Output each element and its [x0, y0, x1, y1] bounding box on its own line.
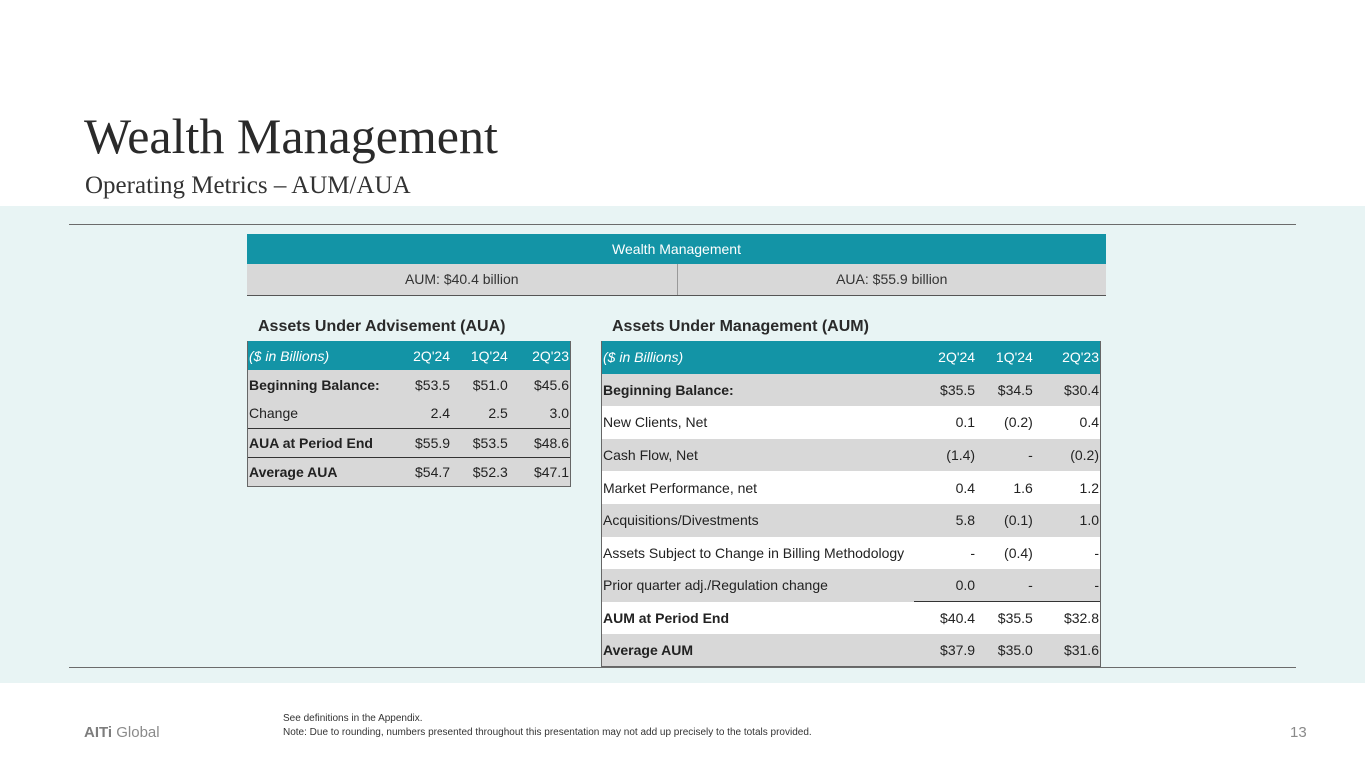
row-value: - — [914, 537, 976, 570]
footnote-definitions: See definitions in the Appendix. — [283, 713, 423, 724]
row-value: - — [976, 439, 1034, 472]
aua-col-label: ($ in Billions) — [248, 341, 388, 370]
aum-col-label: ($ in Billions) — [602, 341, 915, 374]
row-value: 0.4 — [1034, 406, 1101, 439]
table-row — [602, 439, 1101, 472]
aum-col-2q24: 2Q'24 — [914, 341, 976, 374]
row-label: Beginning Balance: — [602, 374, 915, 407]
row-value: $31.6 — [1034, 634, 1101, 667]
aua-heading: Assets Under Advisement (AUA) — [258, 318, 506, 335]
company-logo — [84, 724, 160, 741]
row-value: 0.4 — [914, 471, 976, 504]
row-label: Cash Flow, Net — [602, 439, 915, 472]
aum-heading: Assets Under Management (AUM) — [612, 318, 869, 335]
row-value: $35.5 — [914, 374, 976, 407]
aua-col-2q23: 2Q'23 — [509, 341, 571, 370]
row-value: $54.7 — [387, 457, 451, 486]
table-row — [602, 537, 1101, 570]
summary-table — [247, 234, 1106, 296]
row-value: 5.8 — [914, 504, 976, 537]
row-label: Market Performance, net — [602, 471, 915, 504]
table-row — [602, 471, 1101, 504]
aua-col-1q24: 1Q'24 — [451, 341, 509, 370]
table-row — [248, 399, 571, 428]
row-value: - — [976, 569, 1034, 602]
row-value: $35.0 — [976, 634, 1034, 667]
row-value: $53.5 — [387, 370, 451, 399]
row-value: 2.4 — [387, 399, 451, 428]
row-value: (0.2) — [976, 406, 1034, 439]
aum-header-row — [602, 341, 1101, 374]
aua-header-row — [248, 341, 571, 370]
row-label: Average AUA — [248, 457, 388, 486]
row-value: $55.9 — [387, 428, 451, 457]
row-value: 1.2 — [1034, 471, 1101, 504]
summary-heading: Wealth Management — [247, 234, 1106, 264]
row-value: (1.4) — [914, 439, 976, 472]
table-row — [602, 406, 1101, 439]
row-value: - — [1034, 569, 1101, 602]
row-label: Acquisitions/Divestments — [602, 504, 915, 537]
row-value: $53.5 — [451, 428, 509, 457]
summary-aua: AUA: $55.9 billion — [677, 264, 1106, 295]
row-value: $34.5 — [976, 374, 1034, 407]
row-value: $30.4 — [1034, 374, 1101, 407]
row-value: (0.1) — [976, 504, 1034, 537]
logo-bold-text: AITi — [84, 724, 113, 741]
row-value: 0.0 — [914, 569, 976, 602]
row-value: $32.8 — [1034, 602, 1101, 635]
aum-col-1q24: 1Q'24 — [976, 341, 1034, 374]
row-value: $37.9 — [914, 634, 976, 667]
table-row — [602, 602, 1101, 635]
row-label: Assets Subject to Change in Billing Methodology — [602, 537, 915, 570]
aum-table — [601, 341, 1101, 667]
row-label: AUA at Period End — [248, 428, 388, 457]
row-value: $35.5 — [976, 602, 1034, 635]
top-divider — [69, 224, 1296, 225]
row-value: $47.1 — [509, 457, 571, 486]
page-number: 13 — [1290, 724, 1307, 741]
row-label: Change — [248, 399, 388, 428]
table-row — [602, 374, 1101, 407]
row-value: $48.6 — [509, 428, 571, 457]
page-subtitle: Operating Metrics – AUM/AUA — [85, 172, 411, 199]
row-value: 2.5 — [451, 399, 509, 428]
row-value: - — [1034, 537, 1101, 570]
row-value: $51.0 — [451, 370, 509, 399]
row-value: $45.6 — [509, 370, 571, 399]
table-row — [602, 634, 1101, 667]
table-row — [248, 428, 571, 457]
row-value: 0.1 — [914, 406, 976, 439]
row-label: Average AUM — [602, 634, 915, 667]
row-value: 3.0 — [509, 399, 571, 428]
aum-col-2q23: 2Q'23 — [1034, 341, 1101, 374]
table-row — [248, 457, 571, 486]
summary-aum: AUM: $40.4 billion — [247, 264, 677, 295]
table-row — [602, 569, 1101, 602]
aua-col-2q24: 2Q'24 — [387, 341, 451, 370]
row-value: (0.2) — [1034, 439, 1101, 472]
footnote-rounding: Note: Due to rounding, numbers presented throughout this presentation may not add up precisely to the totals provided. — [283, 727, 812, 738]
row-label: Beginning Balance: — [248, 370, 388, 399]
row-label: AUM at Period End — [602, 602, 915, 635]
table-row — [248, 370, 571, 399]
row-value: 1.6 — [976, 471, 1034, 504]
aua-table — [247, 341, 571, 487]
logo-rest-text: Global — [112, 724, 160, 741]
row-value: (0.4) — [976, 537, 1034, 570]
row-label: Prior quarter adj./Regulation change — [602, 569, 915, 602]
row-value: $40.4 — [914, 602, 976, 635]
table-row — [602, 504, 1101, 537]
page-title: Wealth Management — [84, 108, 498, 164]
row-value: $52.3 — [451, 457, 509, 486]
row-label: New Clients, Net — [602, 406, 915, 439]
row-value: 1.0 — [1034, 504, 1101, 537]
